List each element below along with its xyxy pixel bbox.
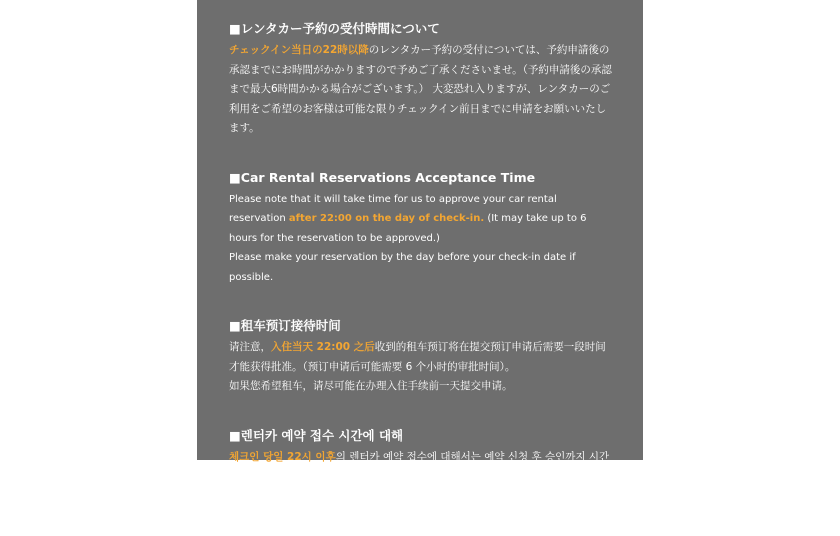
text-korean: 의 렌터카 예약 접수에 대해서는 예약 신청 후 승인까지 시간이 걸리므로 양해 부탁드립니다. (예약 신청 후 승인까지 최대 6시간이 소요될 수 있습니다.) [229,450,610,502]
section-body-japanese [229,41,613,139]
section-english [229,169,613,288]
section-heading-japanese: ■レンタカー予約の受付時間について [229,21,440,36]
text-after-chinese: 收到的租车预订将在提交预订申请后需要一段时间才能获得批准。（预订申请后可能需要 6 个小时的审批时间）。 [229,341,606,373]
text-extra-chinese: 如果您希望租车，请尽可能在办理入住手续前一天提交申请。 [229,380,513,392]
section-heading-korean: ■렌터카 예약 접수 시간에 대해 [229,427,404,443]
section-japanese [229,20,613,139]
highlight-chinese: 入住当天 22:00 之后 [271,341,375,353]
text-before-chinese: 请注意， [229,341,271,353]
text-japanese: のレンタカー予約の受付については、予約申請後の承認までにお時間がかかりますので予めご了承くださいませ。（予約申請後の承認まで最大6時間かかる場合がございます。） 大変恐れ入りますが、レンタカーのご利用をご希望のお客様は可能な限りチェックイン前日までに申請をお願いいたします。 [229,44,612,134]
section-heading-english: ■Car Rental Reservations Acceptance Time [229,169,536,185]
notice-content [229,20,613,536]
section-heading-chinese: ■租车预订接待时间 [229,318,341,333]
section-korean [229,427,613,507]
section-body-english [229,190,613,288]
text-before-english: Please note that it will take time for us to approve your car rental reservation [229,193,557,224]
section-chinese [229,317,613,397]
highlight-english: after 22:00 on the day of check-in. [288,213,485,224]
text-extra-english: Please make your reservation by the day before your check-in date if possible. [229,252,576,283]
highlight-korean: 체크인 당일 22시 이후 [229,450,336,463]
section-body-korean [229,448,613,507]
section-body-chinese [229,338,613,397]
text-after-english: (It may take up to 6 hours for the reservation to be approved.) [229,213,587,244]
highlight-japanese: チェックイン当日の22時以降 [229,44,369,56]
notice-panel [197,0,643,502]
